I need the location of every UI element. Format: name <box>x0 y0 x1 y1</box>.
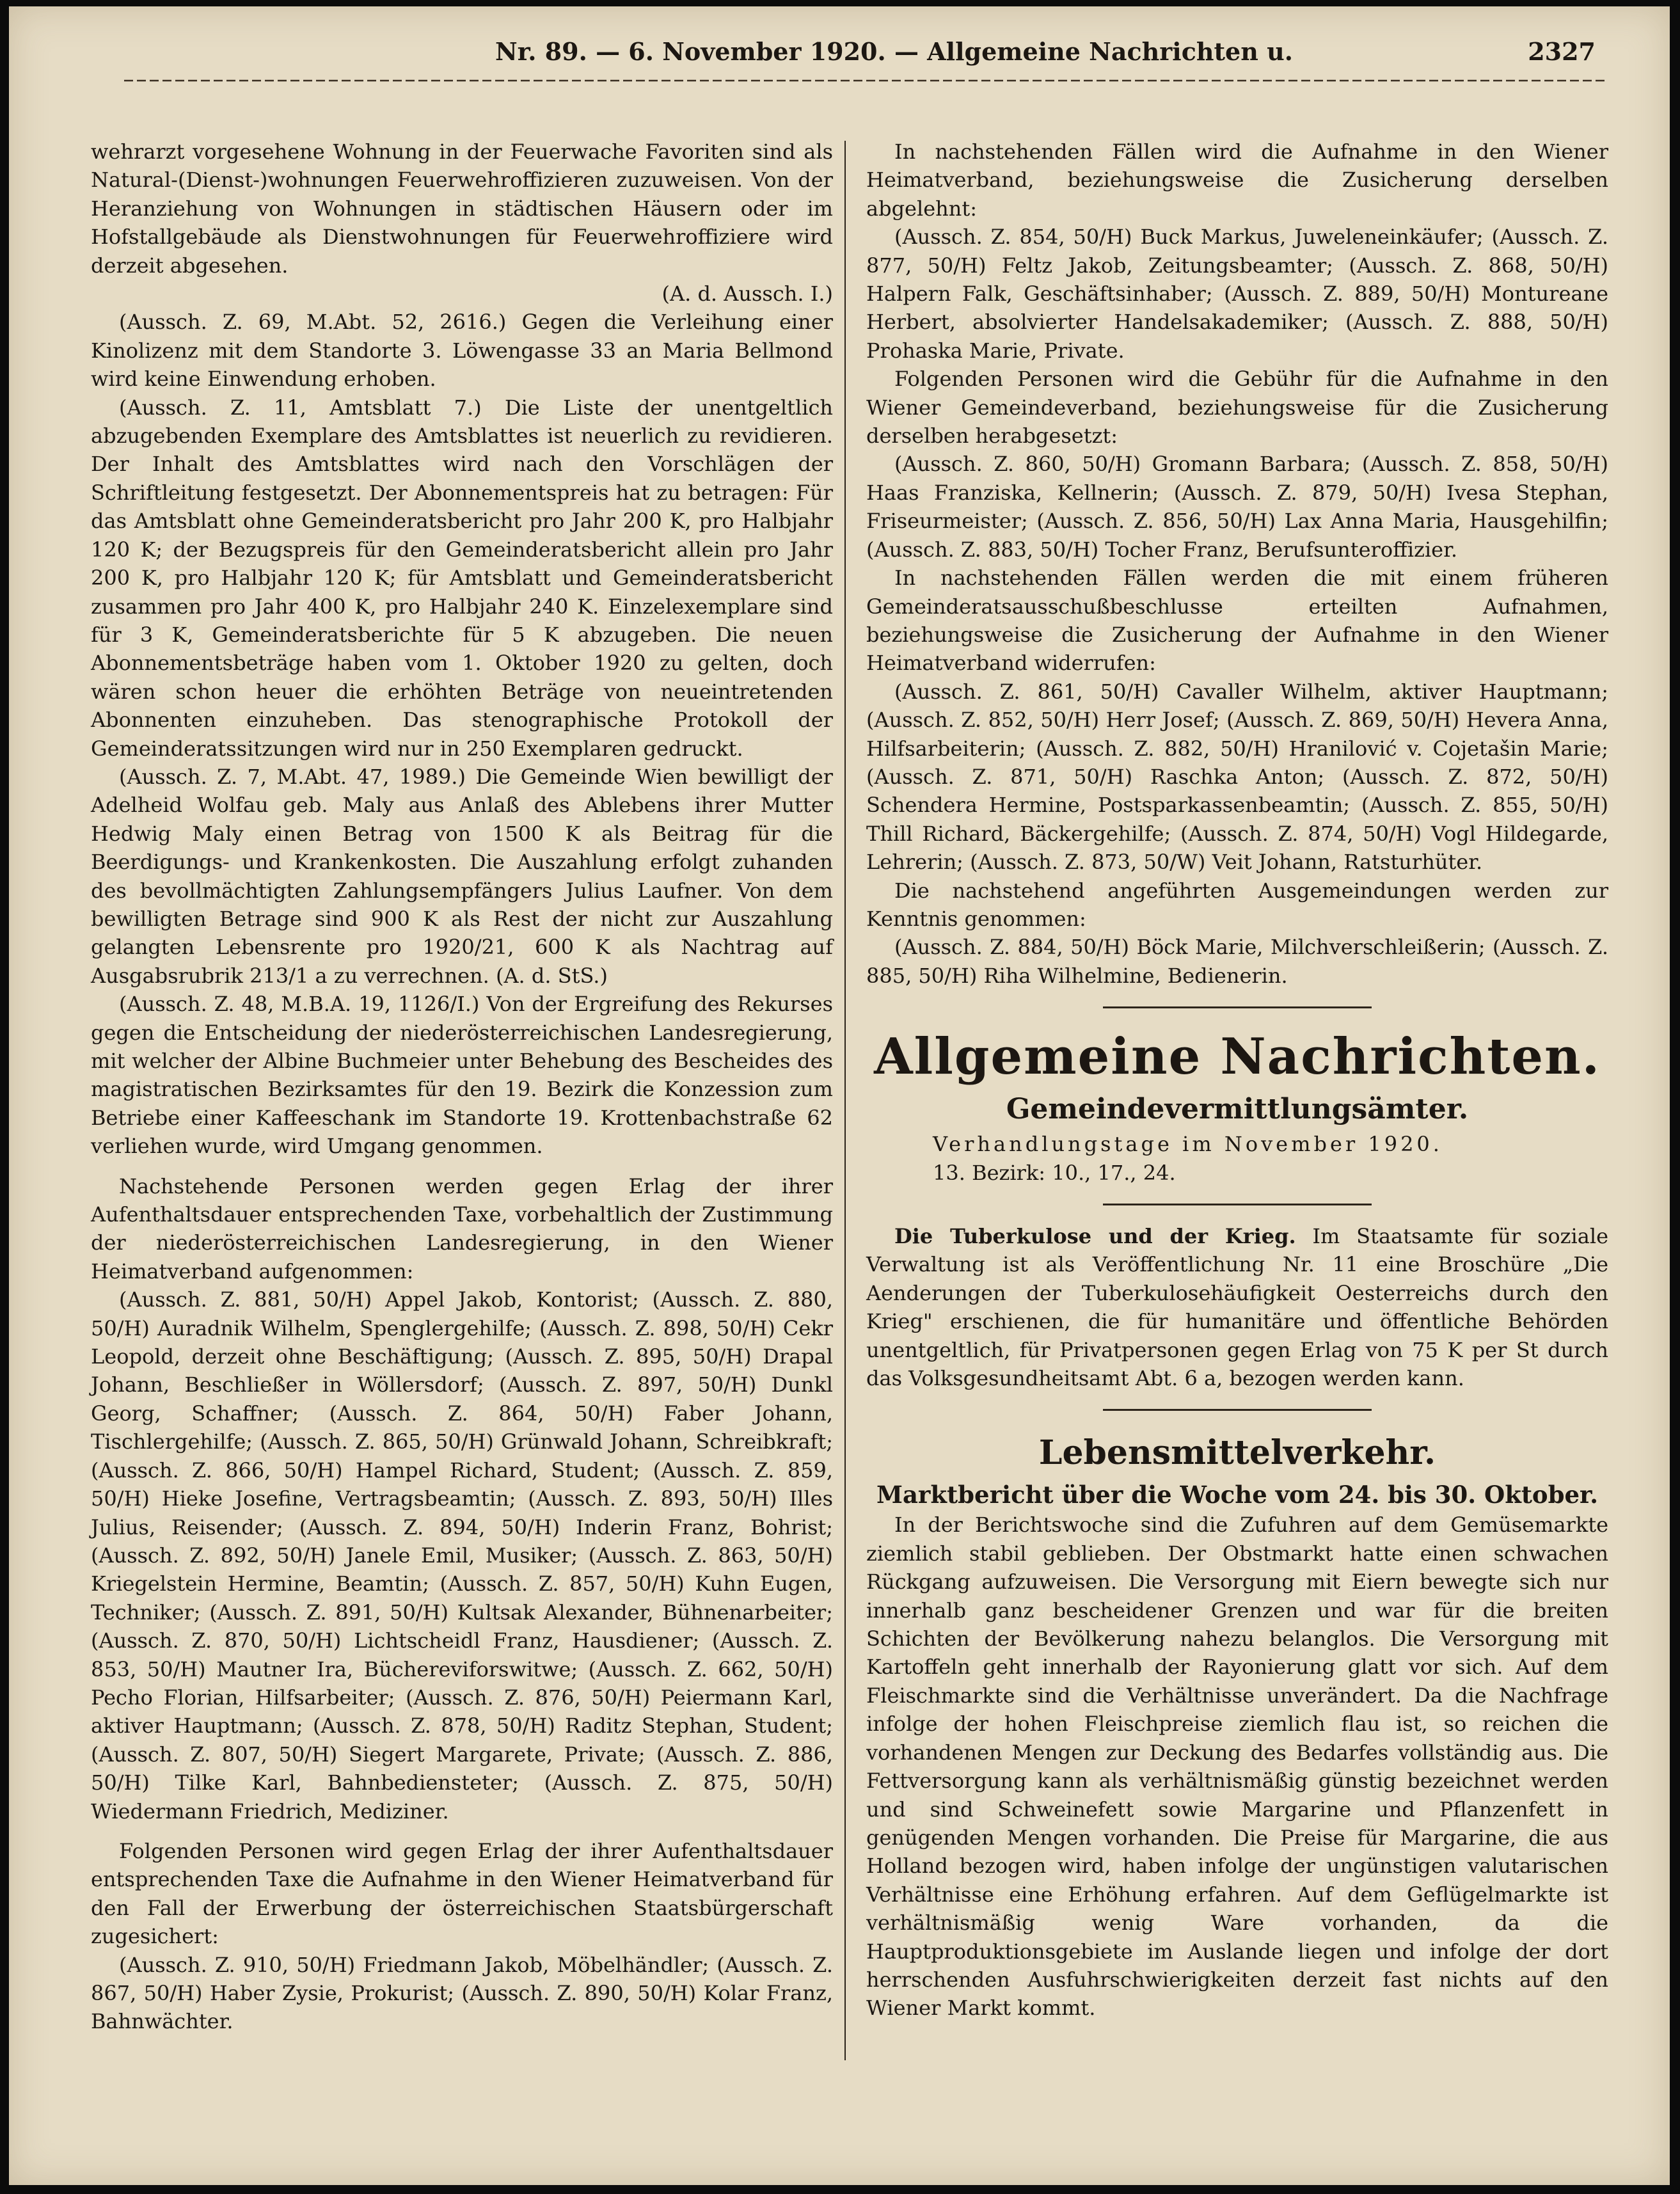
page-number: 2327 <box>1528 37 1596 66</box>
section-rule <box>1103 1409 1372 1411</box>
paragraph-text: wehrarzt vorgesehene Wohnung in der Feuerwache Favoriten sind als Natural-(Dienst-)wohnungen Feuerwehroffizieren zuzuweisen. Von der Heranziehung von Wohnungen in städtischen Häusern oder im Hofstallgebäude als Dienstwohnungen für Feuerwehroffiziere wird derzeit abgesehen. <box>91 139 833 278</box>
running-head <box>124 26 1608 90</box>
subsection-title: Gemeindevermittlungsämter. <box>1006 1093 1469 1126</box>
section-rule <box>1103 1204 1372 1205</box>
paragraph: (Aussch. Z. 861, 50/H) Cavaller Wilhelm, aktiver Hauptmann; (Aussch. Z. 852, 50/H) Herr Josef; (Aussch. Z. 869, 50/H) Hevera Anna, Hilfsarbeiterin; (Aussch. Z. 882, 50/H) Hranilović v. Cojetašin Marie; (Aussch. Z. 871, 50/H) Raschka Anton; (Aussch. Z. 872, 50/H) Schendera Hermine, Postsparkassenbeamtin; (Aussch. Z. 855, 50/H) Thill Richard, Bäckergehilfe; (Aussch. Z. 874, 50/H) Vogl Hildegarde, Lehrerin; (Aussch. Z. 873, 50/W) Veit Johann, Ratsturhüter. <box>866 679 1608 875</box>
source-note: (A. d. StS.) <box>495 963 608 988</box>
paragraph: (Aussch. Z. 48, M.B.A. 19, 1126/I.) Von der Ergreifung des Rekurses gegen die Entscheidung der niederösterreichischen Landesregierung, mit welcher der Albine Buchmeier unter Behebung des Bescheides des magistratischen Bezirksamtes für den 19. Bezirk die Konzession zum Betriebe einer Kaffeeschank im Standorte 19. Krottenbachstraße 62 verliehen wurde, wird Umgang genommen. <box>91 992 833 1159</box>
paragraph <box>866 1222 1608 1392</box>
paragraph: (Aussch. Z. 854, 50/H) Buck Markus, Juweleneinkäufer; (Aussch. Z. 877, 50/H) Feltz Jakob, Zeitungsbeamter; (Aussch. Z. 868, 50/H) Halpern Falk, Geschäftsinhaber; (Aussch. Z. 889, 50/H) Montureane Herbert, absolvierter Handelsakademiker; (Aussch. Z. 888, 50/H) Prohaska Marie, Private. <box>866 225 1608 363</box>
paragraph: (Aussch. Z. 860, 50/H) Gromann Barbara; (Aussch. Z. 858, 50/H) Haas Franziska, Kellnerin; (Aussch. Z. 879, 50/H) Ivesa Stephan, Friseurmeister; (Aussch. Z. 856, 50/H) Lax Anna Maria, Hausgehilfin; (Aussch. Z. 883, 50/H) Tocher Franz, Berufsunteroffizier. <box>866 452 1608 562</box>
meta-line: Verhandlungstage im November 1920. <box>933 1132 1443 1157</box>
source-note: (A. d. Aussch. I.) <box>662 282 833 306</box>
paragraph: (Aussch. Z. 881, 50/H) Appel Jakob, Kontorist; (Aussch. Z. 880, 50/H) Auradnik Wilhelm, Spenglergehilfe; (Aussch. Z. 898, 50/H) Cekr Leopold, derzeit ohne Beschäftigung; (Aussch. Z. 895, 50/H) Drapal Johann, Beschließer in Wöllersdorf; (Aussch. Z. 897, 50/H) Dunkl Georg, Schaffner; (Aussch. Z. 864, 50/H) Faber Johann, Tischlergehilfe; (Aussch. Z. 865, 50/H) Grünwald Johann, Schreibkraft; (Aussch. Z. 866, 50/H) Hampel Richard, Student; (Aussch. Z. 859, 50/H) Hieke Josefine, Vertragsbeamtin; (Aussch. Z. 893, 50/H) Illes Julius, Reisender; (Aussch. Z. 894, 50/H) Inderin Franz, Bohrist; (Aussch. Z. 892, 50/H) Janele Emil, Musiker; (Aussch. Z. 863, 50/H) Kriegelstein Hermine, Beamtin; (Aussch. Z. 857, 50/H) Kuhn Eugen, Techniker; (Aussch. Z. 891, 50/H) Kultsak Alexander, Bühnenarbeiter; (Aussch. Z. 870, 50/H) Lichtscheidl Franz, Hausdiener; (Aussch. Z. 853, 50/H) Mautner Ira, Büchereviforswitwe; (Aussch. Z. 662, 50/H) Pecho Florian, Hilfsarbeiter; (Aussch. Z. 876, 50/H) Peiermann Karl, aktiver Hauptmann; (Aussch. Z. 878, 50/H) Raditz Stephan, Student; (Aussch. Z. 807, 50/H) Siegert Margarete, Private; (Aussch. Z. 886, 50/H) Tilke Karl, Bahnbediensteter; (Aussch. Z. 875, 50/H) Wiedermann Friedrich, Mediziner. <box>91 1287 833 1824</box>
paragraph <box>91 138 833 308</box>
paragraph: Folgenden Personen wird gegen Erlag der ihrer Aufenthaltsdauer entsprechenden Taxe die Aufnahme in den Wiener Heimatverband für den Fall der Erwerbung der österreichischen Staatsbürgerschaft zugesichert: <box>91 1838 833 1949</box>
paragraph: Nachstehende Personen werden gegen Erlag der ihrer Aufenthaltsdauer entsprechenden Taxe, vorbehaltlich der Zustimmung der niederösterreichischen Landesregierung, in den Wiener Heimatverband aufgenommen: <box>91 1173 833 1284</box>
right-column <box>866 138 1608 2023</box>
paragraph: (Aussch. Z. 884, 50/H) Böck Marie, Milchverschleißerin; (Aussch. Z. 885, 50/H) Riha Wilhelmine, Bedienerin. <box>866 935 1608 988</box>
section-title: Lebensmittelverkehr. <box>1038 1433 1436 1473</box>
paragraph: In nachstehenden Fällen wird die Aufnahme in den Wiener Heimatverband, beziehungsweise die Zusicherung derselben abgelehnt: <box>866 139 1608 221</box>
paragraph: In der Berichtswoche sind die Zufuhren auf dem Gemüsemarkte ziemlich stabil geblieben. Der Obstmarkt hatte einen schwachen Rückgang aufzuweisen. Die Versorgung mit Eiern bewegte sich nur innerhalb ganz bescheidener Grenzen und war für die breiten Schichten der Bevölkerung nahezu belanglos. Die Versorgung mit Kartoffeln geht innerhalb der Rayonierung glatt vor sich. Auf dem Fleischmarkte sind die Verhältnisse unverändert. Da die Nachfrage infolge der hohen Fleischpreise ziemlich flau ist, so reichen die vorhandenen Mengen zur Deckung des Bedarfes vollständig aus. Die Fettversorgung kann als verhältnismäßig günstig bezeichnet werden und sind Schweinefett sowie Margarine und Pflanzenfett in genügenden Mengen vorhanden. Die Preise für Margarine, die aus Holland bezogen wird, haben infolge der ungünstigen valutarischen Verhältnisse eine Erhöhung erfahren. Auf dem Geflügelmarkte ist verhältnismäßig wenig Ware vorhanden, da die Hauptproduktionsgebiete im Auslande liegen und infolge der dort herrschenden Ausfuhrschwierigkeiten derzeit fast nichts auf den Wiener Markt kommt. <box>866 1513 1608 2021</box>
paragraph: (Aussch. Z. 11, Amtsblatt 7.) Die Liste der unentgeltlich abzugebenden Exemplare des Amtsblattes ist neuerlich zu revidieren. Der Inhalt des Amtsblattes wird nach den Vorschlägen der Schriftleitung festgesetzt. Der Abonnementspreis hat zu betragen: Für das Amtsblatt ohne Gemeinderatsbericht pro Jahr 200 K, pro Halbjahr 120 K; der Bezugspreis für den Gemeinderatsbericht allein pro Jahr 200 K, pro Halbjahr 120 K; für Amtsblatt und Gemeinderatsbericht zusammen pro Jahr 400 K, pro Halbjahr 240 K. Einzelexemplare sind für 3 K, Gemeinderatsberichte für 5 K abzugeben. Die neuen Abonnementsbeträge haben vom 1. Oktober 1920 zu gelten, doch wären schon heuer die erhöhten Beträge von neueintretenden Abonnenten einzuheben. Das stenographische Protokoll der Gemeinderatssitzungen wird nur in 250 Exemplaren gedruckt. <box>91 395 833 761</box>
column-divider <box>844 141 846 2060</box>
paragraph: (Aussch. Z. 910, 50/H) Friedmann Jakob, Möbelhändler; (Aussch. Z. 867, 50/H) Haber Zysie, Prokurist; (Aussch. Z. 890, 50/H) Kolar Franz, Bahnwächter. <box>91 1952 833 2034</box>
paragraph-text: Im Staatsamte für soziale Verwaltung ist als Veröffentlichung Nr. 11 eine Broschüre „Die Aenderungen der Tuberkulosehäufigkeit Oesterreichs durch den Krieg" erschienen, die für humanitäre und öffentliche Behörden unentgeltlich, für Privatpersonen gegen Erlag von 75 K per St durch das Volksgesundheitsamt Abt. 6 a, bezogen werden kann. <box>866 1224 1608 1391</box>
running-head-title: Nr. 89. — 6. November 1920. — Allgemeine Nachrichten u. <box>495 37 1293 66</box>
paragraph <box>91 763 833 990</box>
paragraph: (Aussch. Z. 69, M.Abt. 52, 2616.) Gegen die Verleihung einer Kinolizenz mit dem Standorte 3. Löwengasse 33 an Maria Bellmond wird keine Einwendung erhoben. <box>91 310 833 392</box>
paragraph: In nachstehenden Fällen werden die mit einem früheren Gemeinderatsausschußbeschlusse erteilten Aufnahmen, beziehungsweise die Zusicherung der Aufnahme in den Wiener Heimatverband widerrufen: <box>866 566 1608 676</box>
paragraph-text: (Aussch. Z. 7, M.Abt. 47, 1989.) Die Gemeinde Wien bewilligt der Adelheid Wolfau geb. Maly aus Anlaß des Ablebens ihrer Mutter Hedwig Maly einen Betrag von 1500 K als Beitrag für die Beerdigungs- und Krankenkosten. Die Auszahlung erfolgt zuhanden des bevollmächtigten Zahlungsempfängers Julius Laufner. Von dem bewilligten Betrage sind 900 K als Rest der nicht zur Auszahlung gelangten Lebensrente pro 1920/21, 600 K als Nachtrag auf Ausgabsrubrik 213/1 a zu verrechnen. <box>91 764 833 988</box>
header-rule <box>124 77 1608 84</box>
subsection-title: Marktbericht über die Woche vom 24. bis 30. Oktober. <box>876 1481 1598 1509</box>
runin-heading: Die Tuberkulose und der Krieg. <box>894 1224 1296 1248</box>
paragraph: Die nachstehend angeführten Ausgemeindungen werden zur Kenntnis genommen: <box>866 878 1608 931</box>
section-title: Allgemeine Nachrichten. <box>874 1028 1601 1086</box>
section-rule <box>1103 1006 1372 1008</box>
paragraph: Folgenden Personen wird die Gebühr für die Aufnahme in den Wiener Gemeindeverband, beziehungsweise für die Zusicherung derselben herabgesetzt: <box>866 367 1608 449</box>
newspaper-page <box>9 6 1670 2185</box>
meta-line: 13. Bezirk: 10., 17., 24. <box>933 1160 1176 1185</box>
left-column <box>91 138 833 2036</box>
